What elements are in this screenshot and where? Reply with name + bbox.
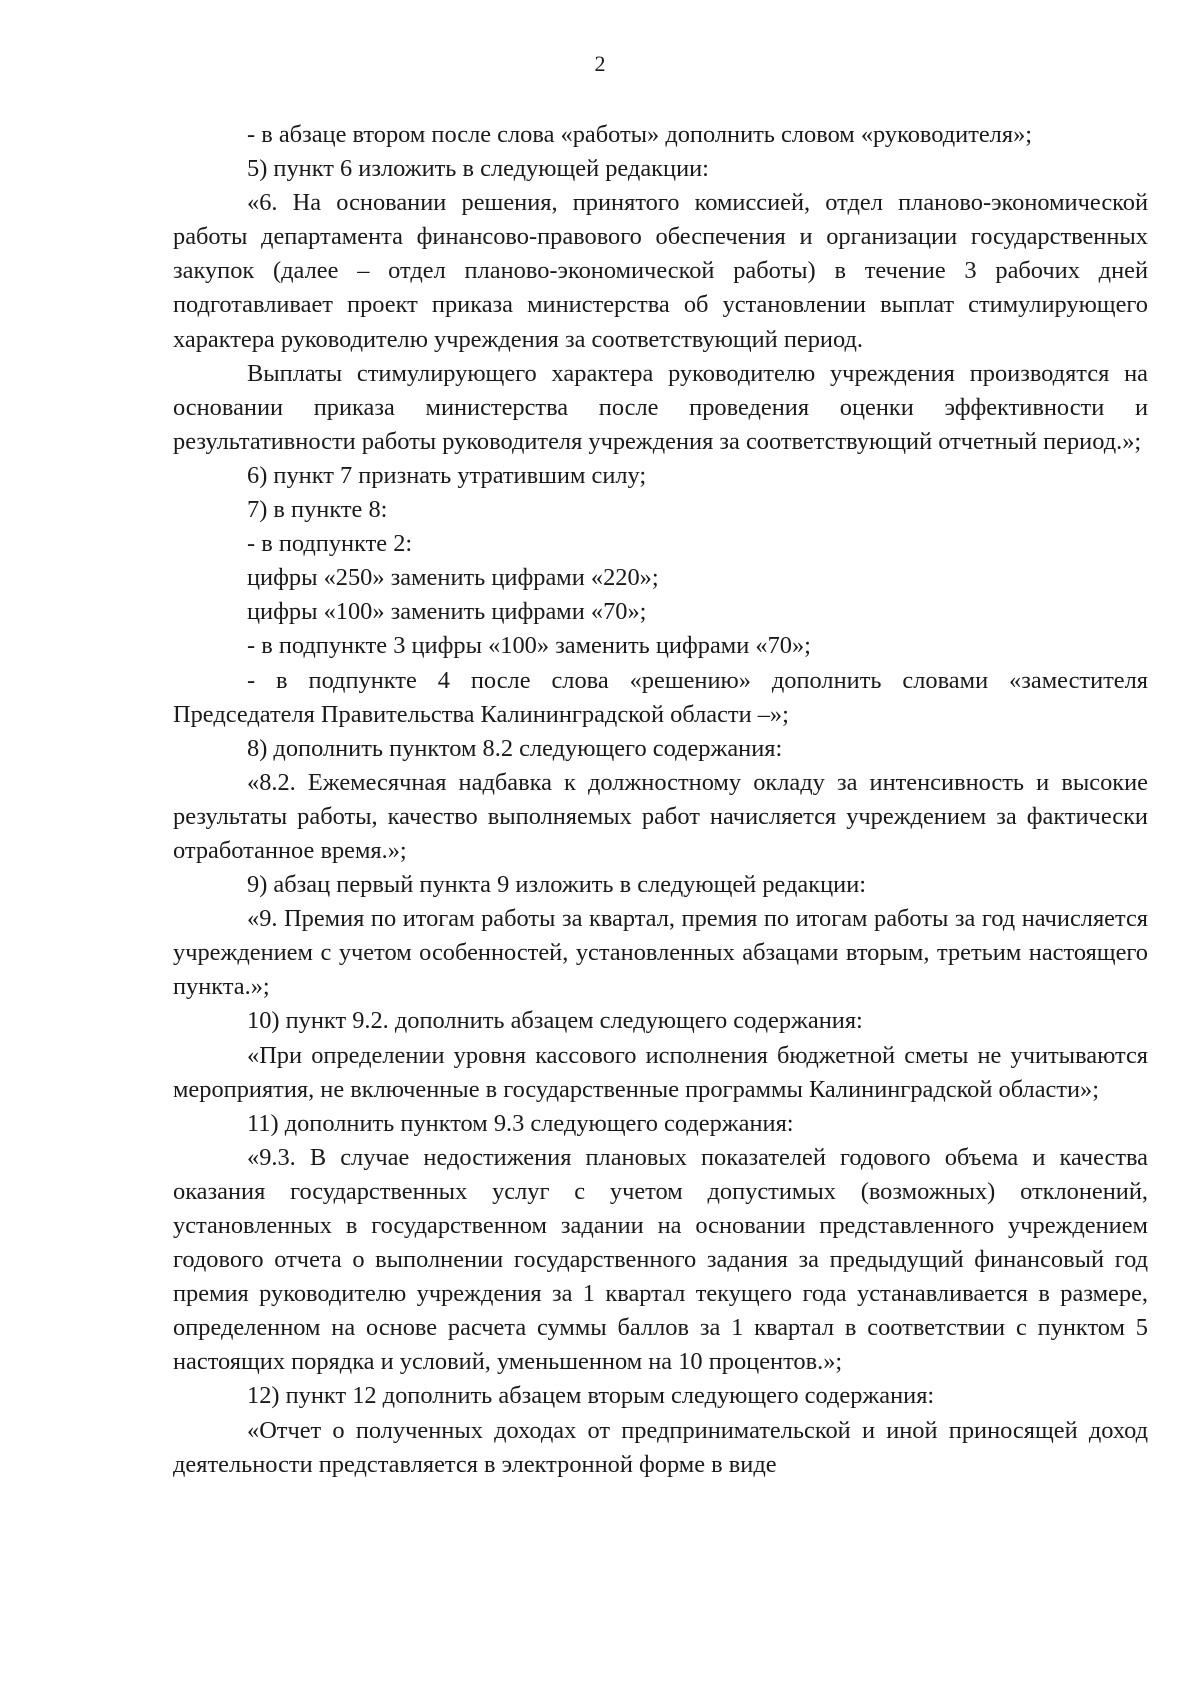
paragraph: 9) абзац первый пункта 9 изложить в следующей редакции: xyxy=(247,871,867,899)
paragraph: «6. На основании решения, принятого комиссией, отдел планово-экономической работы департамента финансово-правового обеспечения и организации государственных закупок (далее – отдел планово-экономической работы) в течение 3 рабочих дней подготавливает проект приказа министерства об установлении выплат стимулирующего характера руководителю учреждения за соответствующий период. xyxy=(173,189,1148,353)
paragraph: цифры «100» заменить цифрами «70»; xyxy=(247,598,647,626)
paragraph: - в абзаце втором после слова «работы» дополнить словом «руководителя»; xyxy=(247,121,1033,148)
document-body xyxy=(173,118,1148,1482)
paragraph: «8.2. Ежемесячная надбавка к должностному окладу за интенсивность и высокие результаты работы, качество выполняемых работ начисляется учреждением за фактически отработанное время.»; xyxy=(173,768,1148,864)
paragraph: «9. Премия по итогам работы за квартал, премия по итогам работы за год начисляется учреждением с учетом особенностей, установленных абзацами вторым, третьим настоящего пункта.»; xyxy=(173,905,1148,1001)
page-number: 2 xyxy=(594,51,606,76)
paragraph: 12) пункт 12 дополнить абзацем вторым следующего содержания: xyxy=(247,1382,935,1410)
paragraph: 10) пункт 9.2. дополнить абзацем следующего содержания: xyxy=(247,1007,863,1035)
paragraph: Выплаты стимулирующего характера руководителю учреждения производятся на основании приказа министерства после проведения оценки эффективности и результативности работы руководителя учреждения за соответствующий отчетный период.»; xyxy=(173,359,1148,455)
paragraph: «При определении уровня кассового исполнения бюджетной сметы не учитываются мероприятия, не включенные в государственные программы Калининградской области»; xyxy=(173,1041,1148,1103)
paragraph: 6) пункт 7 признать утратившим силу; xyxy=(247,461,647,489)
paragraph: - в подпункте 2: xyxy=(247,530,413,558)
paragraph: «9.3. В случае недостижения плановых показателей годового объема и качества оказания государственных услуг с учетом допустимых (возможных) отклонений, установленных в государственном задании на основании представленного учреждением годового отчета о выполнении государственного задания за предыдущий финансовый год премия руководителю учреждения за 1 квартал текущего года устанавливается в размере, определенном на основе расчета суммы баллов за 1 квартал в соответствии с пунктом 5 настоящих порядка и условий, уменьшенном на 10 процентов.»; xyxy=(173,1143,1148,1376)
paragraph: 5) пункт 6 изложить в следующей редакции: xyxy=(247,155,709,183)
paragraph: 11) дополнить пунктом 9.3 следующего содержания: xyxy=(247,1109,794,1137)
paragraph: «Отчет о полученных доходах от предпринимательской и иной приносящей доход деятельности представляется в электронной форме в виде xyxy=(173,1416,1148,1478)
paragraph: цифры «250» заменить цифрами «220»; xyxy=(247,564,659,592)
paragraph: - в подпункте 4 после слова «решению» дополнить словами «заместителя Председателя Правительства Калининградской области –»; xyxy=(173,666,1148,728)
paragraph: 7) в пункте 8: xyxy=(247,496,388,524)
paragraph: 8) дополнить пунктом 8.2 следующего содержания: xyxy=(247,734,783,762)
paragraph: - в подпункте 3 цифры «100» заменить цифрами «70»; xyxy=(247,632,811,660)
